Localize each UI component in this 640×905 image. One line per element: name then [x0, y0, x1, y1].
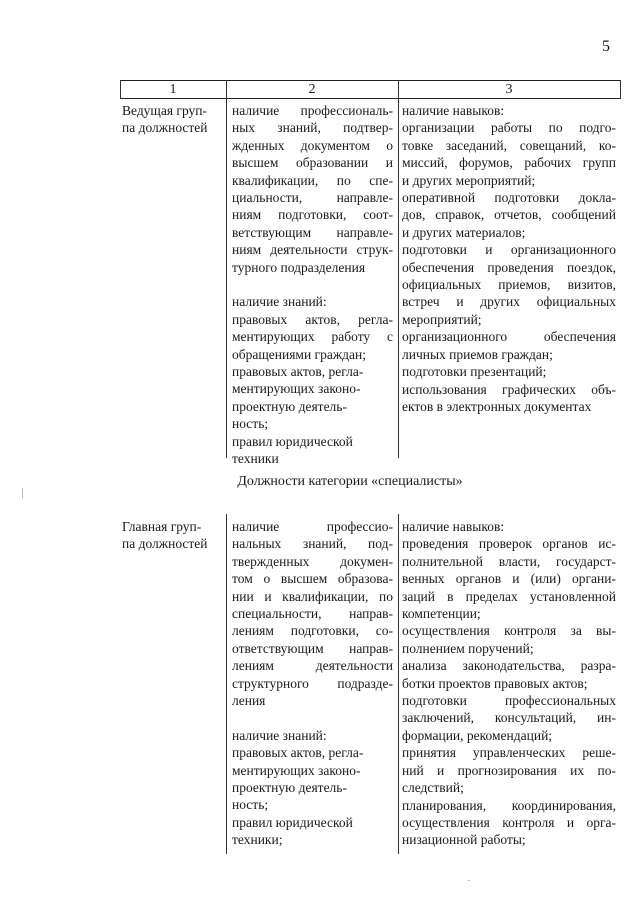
table-header-top-border — [120, 80, 621, 81]
text-line: правил юридической — [232, 433, 353, 449]
text-line: низационной работы; — [402, 832, 526, 848]
text-line: заключений, консультаций, ин- — [402, 710, 616, 726]
text-line: личных приемов граждан; — [402, 346, 553, 362]
text-line: наличие знаний: — [232, 727, 327, 743]
group-name-leading — [122, 102, 224, 137]
text-line: ных знаний, подтвер- — [232, 120, 393, 136]
text-line: анализа законодательства, разра- — [402, 658, 616, 674]
text-line: ность; — [232, 416, 269, 432]
text-line: ний и прогнозирования их по- — [402, 762, 616, 778]
text-line: наличие навыков: — [402, 519, 505, 534]
skills-requirements-main — [402, 518, 616, 849]
text-line: мероприятий; — [402, 311, 482, 327]
scan-speck — [22, 488, 23, 498]
scan-speck — [468, 880, 470, 881]
page-number: 5 — [602, 38, 610, 55]
text-line: дов, справок, отчетов, сообщений — [402, 207, 616, 223]
text-line: ментирующих законо- — [232, 762, 361, 778]
column-divider-2b — [398, 514, 399, 854]
text-line: проектную деятель- — [232, 780, 347, 796]
text-line: компетенции; — [402, 606, 481, 622]
text-line: циальности, направле- — [232, 190, 393, 206]
text-line: осуществления контроля за вы- — [402, 623, 616, 639]
table-border-right — [620, 80, 621, 99]
text-line: подготовки презентаций; — [402, 364, 547, 380]
text-line: венных органов и (или) органи- — [402, 571, 616, 587]
text-line: жденных документом о — [232, 137, 393, 153]
skills-requirements-leading — [402, 102, 616, 415]
text-line: правовых актов, регла- — [232, 745, 364, 761]
text-line: ботки проектов правовых актов; — [402, 675, 588, 691]
text-line: структурного подразде- — [232, 675, 393, 691]
text-line: встреч и других официальных — [402, 294, 616, 310]
text-line: ветствующим направле- — [232, 224, 393, 240]
column-header-2: 2 — [308, 82, 316, 97]
knowledge-requirements-leading — [232, 102, 393, 468]
text-line: принятия управленческих реше- — [402, 745, 616, 761]
group-name-line: Главная груп- — [122, 519, 202, 534]
group-name-line: Ведущая груп- — [122, 103, 207, 118]
knowledge-requirements-main — [232, 518, 393, 849]
column-divider-1 — [226, 80, 227, 458]
text-line: техники; — [232, 832, 283, 848]
text-line: ниям подготовки, соот- — [232, 207, 393, 223]
text-line: проведения проверок органов ис- — [402, 536, 616, 552]
text-line: ность; — [232, 797, 269, 813]
text-line: наличие навыков: — [402, 103, 505, 118]
text-line: подготовки и организационного — [402, 242, 616, 258]
text-line: наличие профессио- — [232, 519, 393, 534]
text-line: нальных знаний, под- — [232, 536, 393, 552]
text-line: наличие профессиональ- — [232, 103, 393, 118]
column-divider-2 — [398, 80, 399, 458]
group-name-line: па должностей — [122, 536, 208, 552]
text-line: квалификации, по спе- — [232, 172, 393, 188]
text-line — [232, 709, 393, 726]
text-line: техники — [232, 451, 279, 467]
group-name-main — [122, 518, 224, 553]
text-line: заций в пределах установленной — [402, 588, 616, 604]
column-divider-1b — [226, 514, 227, 854]
text-line: ментирующих работу с — [232, 329, 393, 345]
text-line: высшем образовании и — [232, 155, 393, 171]
text-line: ответствующим направ- — [232, 640, 393, 656]
text-line: осуществления контроля и орга- — [402, 814, 616, 830]
section-title: Должности категории «специалисты» — [237, 474, 463, 489]
text-line: ления — [232, 693, 266, 709]
text-line: обеспечения проведения поездок, — [402, 259, 616, 275]
text-line: обращениями граждан; — [232, 346, 366, 362]
text-line: миссий, форумов, рабочих групп — [402, 155, 616, 171]
text-line: полнительной власти, государст- — [402, 553, 616, 569]
text-line: и других мероприятий; — [402, 172, 536, 188]
text-line — [232, 276, 393, 293]
text-line: лениям деятельности — [232, 658, 393, 674]
text-line: и других материалов; — [402, 224, 526, 240]
table-header-bottom-border — [120, 98, 621, 99]
text-line: ментирующих законо- — [232, 381, 361, 397]
text-line: формации, рекомендаций; — [402, 727, 553, 743]
text-line: следствий; — [402, 780, 464, 796]
text-line: официальных приемов, визитов, — [402, 277, 616, 293]
text-line: организации работы по подго- — [402, 120, 616, 136]
text-line: нии и квалификации, по — [232, 588, 393, 604]
text-line: наличие знаний: — [232, 294, 327, 310]
text-line: проектную деятель- — [232, 398, 347, 414]
text-line: ектов в электронных документах — [402, 398, 592, 414]
text-line: использования графических объ- — [402, 381, 616, 397]
text-line: товке заседаний, совещаний, ко- — [402, 137, 616, 153]
group-name-line: па должностей — [122, 120, 208, 136]
text-line: подготовки профессиональных — [402, 693, 616, 709]
text-line: правил юридической — [232, 814, 353, 830]
text-line: полнением поручений; — [402, 640, 534, 656]
text-line: планирования, координирования, — [402, 797, 616, 813]
column-header-3: 3 — [505, 82, 513, 97]
text-line: лениям подготовки, со- — [232, 623, 393, 639]
text-line: организационного обеспечения — [402, 329, 616, 345]
text-line: специальности, направ- — [232, 606, 393, 622]
text-line: правовых актов, регла- — [232, 364, 364, 380]
column-header-1: 1 — [169, 82, 177, 97]
text-line: том о высшем образова- — [232, 571, 393, 587]
text-line: оперативной подготовки докла- — [402, 190, 616, 206]
text-line: твержденных докумен- — [232, 553, 393, 569]
text-line: ниям деятельности струк- — [232, 242, 393, 258]
text-line: турного подразделения — [232, 259, 366, 275]
text-line: правовых актов, регла- — [232, 311, 393, 327]
